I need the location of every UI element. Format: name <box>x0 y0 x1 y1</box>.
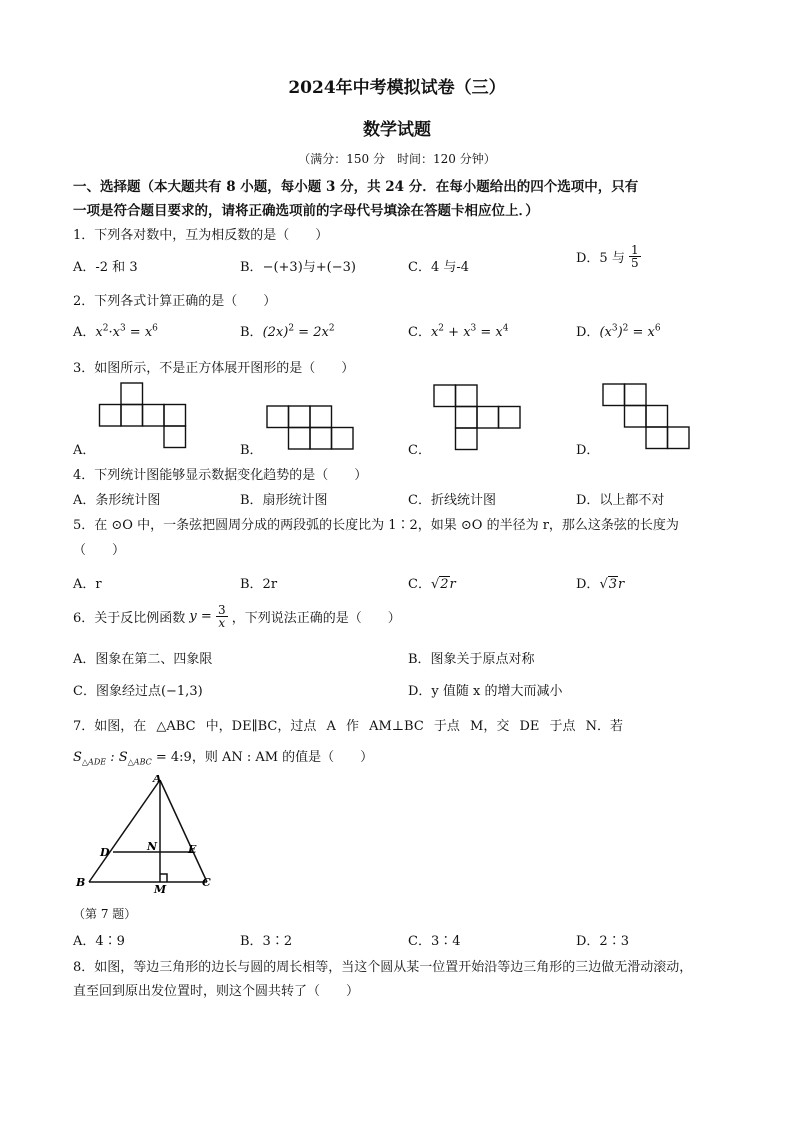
q5-option-c-root: 2 <box>440 577 449 592</box>
q6-option-b: B．图象关于原点对称 <box>408 652 535 667</box>
q1-d-den: 5 <box>630 256 639 270</box>
q7-option-d: D．2∶3 <box>576 934 629 949</box>
exam-title: 2024年中考模拟试卷（三） <box>288 78 506 98</box>
q6-stem-pre: 6．关于反比例函数 <box>73 611 186 626</box>
q3-net-d <box>603 384 689 449</box>
q5-option-c-label: C． <box>408 577 431 592</box>
q4-option-a: A．条形统计图 <box>73 493 161 508</box>
q6-stem-fraction <box>216 604 228 629</box>
q6-option-d: D．y 值随 x 的增大而减小 <box>408 684 563 699</box>
q5-option-c-var: r <box>449 577 456 592</box>
q5-option-c: C．√2r <box>408 577 456 592</box>
q6-frac-den: x <box>218 616 226 630</box>
q4-option-d: D．以上都不对 <box>576 493 665 508</box>
q7-label-m: M <box>154 883 167 895</box>
q3-option-d: D． <box>576 443 600 458</box>
q7-label-c: C <box>202 876 211 889</box>
q1-option-b-text: −(+3)与+(−3) <box>262 260 356 275</box>
q7-stem-post: = 4:9，则 AN : AM 的值是（ ） <box>151 750 374 765</box>
q5-option-d: D．√3r <box>576 577 625 592</box>
q7-figure-caption: （第 7 题） <box>73 907 137 921</box>
q7-label-n: N <box>147 840 158 853</box>
q1-option-b-label: B． <box>240 260 263 275</box>
q7-option-b: B．3∶2 <box>240 934 293 949</box>
q3-option-a: A． <box>73 443 96 458</box>
exam-subject: 数学试题 <box>363 120 431 140</box>
q1-option-d <box>576 244 641 269</box>
q6-frac-num: 3 <box>217 603 226 617</box>
q5-option-a: A．r <box>73 577 102 592</box>
q3-option-b: B． <box>240 443 263 458</box>
q3-figures <box>0 378 794 458</box>
question-8-stem-line1: 8．如图，等边三角形的边长与圆的周长相等，当这个圆从某一位置开始沿等边三角形的三边做无滑动滚动， <box>73 960 693 975</box>
q5-option-b: B．2r <box>240 577 278 592</box>
question-2-stem: 2．下列各式计算正确的是（ ） <box>73 294 277 309</box>
q4-option-c: C．折线统计图 <box>408 493 496 508</box>
q7-option-a: A．4∶9 <box>73 934 125 949</box>
q1-option-b <box>240 256 356 275</box>
q1-option-c: C．4 与-4 <box>408 260 470 275</box>
q2-option-b <box>240 321 335 340</box>
q6-option-a: A．图象在第二、四象限 <box>73 652 213 667</box>
q1-option-d-label: D．5 与 <box>576 251 625 266</box>
q1-option-d-fraction <box>629 244 641 269</box>
q7-label-a: A <box>153 775 162 785</box>
section-heading-line1: 一、选择题（本大题共有 8 小题，每小题 3 分，共 24 分．在每小题给出的四个选项中，只有 <box>73 179 639 195</box>
exam-meta: （满分：150 分 时间：120 分钟） <box>298 152 496 166</box>
q2-option-b-label: B． <box>240 325 263 340</box>
section-heading-line2: 一项是符合题目要求的，请将正确选项前的字母代号填涂在答题卡相应位上．） <box>73 203 539 219</box>
q3-net-c <box>434 385 520 450</box>
q6-stem-y: y = <box>189 609 212 624</box>
q2-option-a-expr: $x^2\cdot x^3 = x^6$ <box>95 323 158 340</box>
q2-option-c-expr: $x^2 + x^3 = x^4$ <box>430 323 509 340</box>
q3-option-c: C． <box>408 443 431 458</box>
q7-option-c: C．3∶4 <box>408 934 461 949</box>
q7-s1-sub: △ADE <box>81 757 107 767</box>
q7-s1: S <box>73 750 82 765</box>
q7-label-e: E <box>188 843 197 856</box>
question-7-stem-line1: 7．如图，在 △ABC 中，DE∥BC，过点 A 作 AM⊥BC 于点 M，交 DE 于点 N．若 <box>73 719 624 734</box>
question-3-stem: 3．如图所示，不是正方体展开图形的是（ ） <box>73 361 355 376</box>
q4-option-b: B．扇形统计图 <box>240 493 328 508</box>
q2-option-c <box>408 321 509 340</box>
q2-option-d <box>576 321 661 340</box>
q1-d-num: 1 <box>630 243 639 257</box>
q7-label-d: D <box>100 846 110 859</box>
question-8-stem-line2: 直至回到原出发位置时，则这个圆共转了（ ） <box>73 984 360 999</box>
question-5-stem-line2: （ ） <box>73 543 126 558</box>
question-1-stem: 1．下列各对数中，互为相反数的是（ ） <box>73 228 329 243</box>
q2-option-d-expr: $(x^3)^2 = x^6$ <box>599 323 661 340</box>
q2-option-a-label: A． <box>73 325 96 340</box>
q2-option-d-label: D． <box>576 325 600 340</box>
question-5-stem-line1: 5．在 ⊙O 中，一条弦把圆周分成的两段弧的长度比为 1∶2，如果 ⊙O 的半径为 r，那么这条弦的长度为 <box>73 518 679 533</box>
q7-triangle-figure <box>72 775 232 895</box>
q2-option-c-label: C． <box>408 325 431 340</box>
q7-s2: : S <box>106 750 128 765</box>
q2-option-b-expr: $(2x)^2 = 2x^2$ <box>262 323 335 340</box>
q5-option-d-root: 3 <box>608 577 618 592</box>
question-4-stem: 4．下列统计图能够显示数据变化趋势的是（ ） <box>73 468 368 483</box>
q3-net-b <box>267 406 353 449</box>
q5-option-d-var: r <box>618 577 625 592</box>
q7-label-b: B <box>76 876 86 889</box>
q2-option-a <box>73 321 158 340</box>
q3-net-a <box>100 383 186 448</box>
q6-stem-post: ，下列说法正确的是（ ） <box>231 611 401 626</box>
q5-option-d-label: D． <box>576 577 600 592</box>
q7-s2-sub: △ABC <box>127 757 152 767</box>
q1-option-a: A．-2 和 3 <box>73 260 138 275</box>
q6-option-c: C．图象经过点(−1,3) <box>73 684 203 699</box>
question-6-stem <box>73 604 401 629</box>
question-7-stem-line2 <box>73 746 373 767</box>
